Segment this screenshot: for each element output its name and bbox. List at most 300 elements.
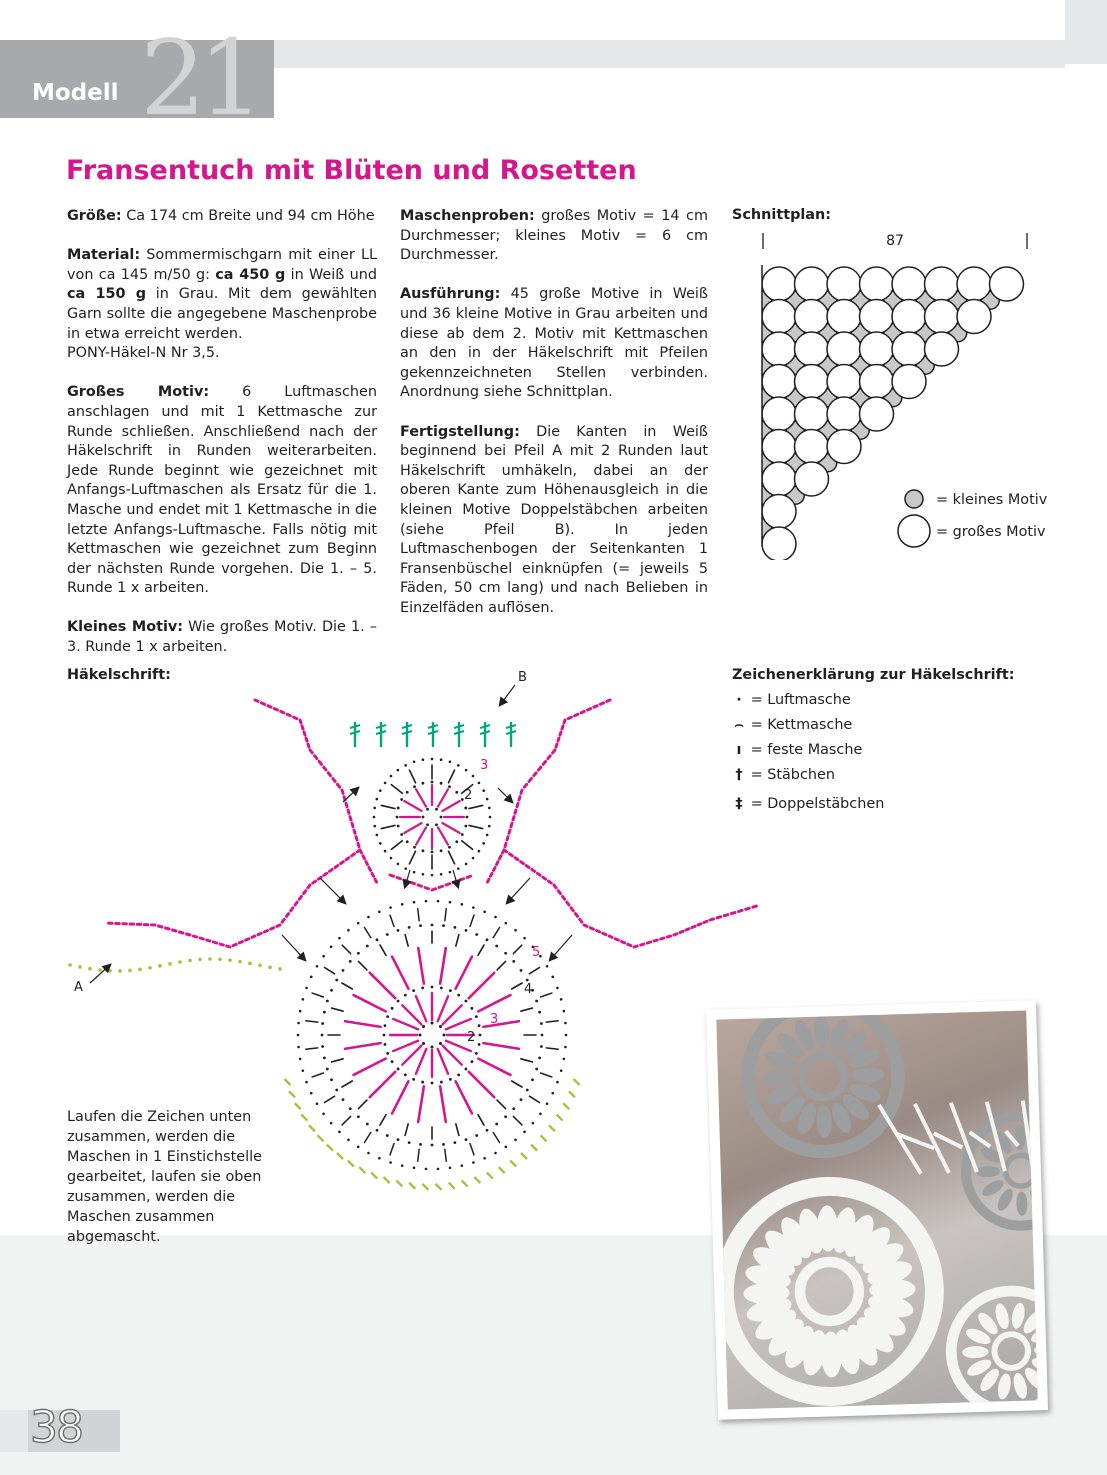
chain-stitch (435, 823, 438, 826)
chain-stitch (546, 965, 549, 968)
join-arrow (453, 870, 458, 887)
chain-stitch (461, 833, 464, 836)
chain-stitch (391, 1007, 394, 1010)
single-crochet-stitch (332, 1008, 344, 1011)
large-motif (860, 267, 894, 301)
single-crochet-stitch (324, 967, 334, 973)
chain-stitch (323, 1056, 326, 1059)
chain-stitch (431, 851, 434, 854)
single-crochet-stitch (342, 945, 350, 953)
large-motif (795, 397, 829, 431)
photo-image (716, 1010, 1037, 1409)
crochet-photo-illustration (716, 1010, 1037, 1409)
crochet-petal (1037, 1176, 1038, 1197)
crochet-petal (1034, 1344, 1038, 1357)
large-motif (762, 495, 796, 529)
single-crochet-stitch (364, 1132, 370, 1142)
edge-stitch (409, 1183, 415, 1189)
chain-stitch (342, 790, 343, 793)
chain-stitch (239, 942, 242, 943)
gauge-text: großes Motiv = 14 cm Durchmesser; kleines Motiv = 6 cm Durchmesser. (400, 208, 708, 264)
treble-crochet-stitch (469, 973, 494, 998)
single-crochet-stitch (380, 945, 386, 955)
chain-stitch (404, 867, 407, 870)
chain-stitch (358, 843, 359, 846)
chain-stitch (440, 873, 443, 876)
edge-stitch (327, 1145, 333, 1151)
chain-stitch (529, 779, 531, 782)
chain-stitch (548, 881, 551, 883)
join-arrow (343, 788, 358, 802)
single-crochet-stitch (513, 1116, 521, 1124)
chain-stitch (488, 825, 491, 828)
chain-stitch (515, 810, 516, 813)
chain-stitch (330, 946, 333, 949)
legend-label: = feste Masche (750, 742, 863, 758)
double-crochet-stitch (443, 1005, 462, 1024)
finishing-text: Die Kanten in Weiß beginnend bei Pfeil A mit 2 Runden laut Häkelschrift umhäkeln, dabei an der oberen Kante zum Höhenausgleich in die kleinen Motive Doppelstäbchen arbeiten (siehe Pfeil B). In jeden Luftmaschenbogen der Seitenkanten 1 Fransenbüschel einknüpfen (= jeweils 5 Fäden, 50 cm lang) und nach Belieben in Einzelfäden auflösen. (400, 423, 708, 616)
chain-stitch (277, 925, 280, 926)
motif-layout (725, 261, 1024, 560)
crochet-petal (1014, 1125, 1026, 1150)
chain-stitch (366, 1123, 369, 1126)
chain-stitch (173, 930, 177, 931)
chain-stitch (400, 833, 403, 836)
double-crochet-stitch (381, 805, 395, 808)
chain-stitch (512, 1107, 515, 1110)
chain-stitch (349, 1107, 352, 1110)
edge-stitch (540, 1135, 546, 1141)
treble-crochet-stitch (478, 995, 510, 1011)
double-crochet-stitch (391, 785, 402, 794)
legend-label: = Kettmasche (750, 717, 853, 733)
edge-stitch (208, 957, 212, 961)
chain-stitch (442, 1143, 445, 1146)
single-crochet-stitch (470, 1144, 474, 1155)
chain-stitch (376, 938, 379, 941)
chain-stitch (641, 944, 644, 945)
join-arrow (498, 788, 512, 802)
edge-stitch (138, 968, 142, 972)
single-crochet-stitch (324, 1096, 334, 1102)
large-motif-round-numbers (467, 945, 540, 1045)
round-number: 3 (490, 1012, 499, 1027)
chain-stitch (261, 703, 264, 704)
chain-stitch (328, 773, 330, 776)
chain-stitch (532, 1122, 535, 1125)
treble-crochet-stitch (456, 957, 472, 989)
chain-stitch (258, 933, 261, 934)
chain-stitch (357, 952, 360, 955)
large-motif (827, 300, 861, 334)
treble-crochet-stitch (483, 1043, 519, 1049)
chain-stitch (520, 969, 523, 972)
chain-stitch (551, 1092, 554, 1095)
chain-stitch (466, 816, 469, 819)
chain-stitch (674, 934, 677, 935)
single-crochet-stitch (342, 1081, 352, 1087)
chain-stitch (335, 866, 338, 868)
chain-stitch (556, 987, 559, 990)
single-crochet-stitch (521, 1059, 533, 1062)
chain-stitch (422, 873, 425, 876)
chain-stitch (478, 850, 481, 853)
chain-stitch (330, 989, 333, 992)
chain-stitch (478, 1024, 481, 1027)
hook-text: PONY-Häkel-N Nr 3,5. (67, 345, 220, 362)
chain-stitch (541, 1034, 544, 1037)
chain-stitch (426, 823, 429, 826)
large-motif (925, 332, 959, 366)
chain-stitch (166, 928, 170, 929)
chain-stitch (308, 885, 310, 888)
treble-crochet-stitch (418, 948, 424, 984)
chain-stitch (563, 1010, 566, 1013)
chain-stitch (475, 1052, 478, 1055)
chain-stitch (575, 914, 577, 917)
chain-stitch (504, 952, 507, 955)
chain-stitch (475, 1015, 478, 1018)
chain-stitch (564, 720, 565, 723)
round-number: 5 (532, 945, 541, 960)
arrow-a-label: A (74, 980, 83, 995)
chain-stitch (523, 1131, 526, 1134)
edge-stitch (309, 1125, 315, 1131)
chain-stitch (300, 720, 301, 723)
chain-stitch (556, 744, 557, 747)
large-motif (762, 397, 796, 431)
chain-stitch (431, 1082, 434, 1085)
chain-stitch (384, 1024, 387, 1027)
chain-stitch (396, 816, 399, 819)
chain-stitch (264, 931, 267, 932)
chain-stitch (384, 782, 387, 785)
chain-stitch (543, 877, 546, 879)
single-crochet-stitch (529, 967, 539, 973)
chain-stitch (504, 850, 507, 852)
material-text: Sommermischgarn mit einer LL von ca 145 m/50 g: (67, 247, 377, 283)
chain-stitch (406, 840, 409, 843)
single-crochet-stitch (512, 983, 522, 989)
single-crochet-stitch (456, 935, 459, 947)
edge-stitch (449, 1183, 455, 1189)
treble-crochet-stitch (478, 1059, 510, 1075)
single-crochet-stitch (497, 1100, 505, 1108)
crochet-petal (761, 1070, 794, 1086)
chain-stitch (556, 1081, 559, 1084)
single-crochet-stitch (497, 961, 505, 969)
chain-stitch (330, 1078, 333, 1081)
chain-stitch (603, 933, 606, 934)
chain-stitch (302, 726, 303, 729)
chain-stitch (431, 758, 434, 761)
chain-stitch (357, 1115, 360, 1118)
chain-stitch (523, 937, 526, 940)
chain-stitch (255, 700, 258, 701)
large-motif (892, 300, 926, 334)
chain-stitch (431, 986, 434, 989)
large-motif (827, 397, 861, 431)
crochet-center (1005, 1155, 1037, 1187)
chain-stitch (540, 1022, 543, 1025)
chain-stitch (227, 946, 230, 947)
chain-stitch (500, 856, 502, 859)
chain-stitch (478, 1043, 481, 1046)
large-motif-label: Großes Motiv: (67, 384, 210, 401)
double-crochet-stitch (409, 770, 415, 783)
chain-stitch (310, 976, 313, 979)
chain-stitch (440, 987, 443, 990)
chain-stitch (431, 781, 434, 784)
chain-stitch (551, 976, 554, 979)
edge-stitch (348, 1161, 354, 1167)
chain-stitch (299, 1058, 302, 1061)
chain-stitch (425, 900, 428, 903)
single-crochet-stitch (456, 1124, 459, 1136)
chain-stitch (422, 782, 425, 785)
double-crochet-stitch (416, 996, 426, 1021)
single-crochet-stitch (418, 909, 419, 921)
chain-stitch (449, 761, 452, 764)
chain-stitch (546, 1102, 549, 1105)
chain-stitch (321, 1022, 324, 1025)
chain-stitch (386, 1134, 389, 1137)
page-number-bar (0, 1410, 28, 1452)
edge-stitch (168, 962, 172, 966)
chain-stitch (457, 1074, 460, 1077)
single-crochet-stitch (521, 1008, 533, 1011)
size-paragraph (67, 207, 377, 227)
gauge-paragraph (400, 207, 708, 266)
chain-stitch (440, 849, 443, 852)
chain-stitch (326, 1068, 329, 1071)
product-photo (706, 1000, 1048, 1420)
chain-stitch (413, 871, 416, 874)
chain-stitch (465, 1068, 468, 1071)
large-motif (860, 332, 894, 366)
chain-stitch (404, 994, 407, 997)
chain-stitch (457, 994, 460, 997)
chain-stitch (548, 756, 550, 759)
chain-stitch (389, 906, 392, 909)
chain-stitch (306, 738, 307, 741)
large-motif (827, 365, 861, 399)
chain-stitch (717, 917, 721, 918)
double-crochet-stitch (404, 801, 421, 811)
chain-stitch (187, 934, 191, 935)
chain-stitch (316, 965, 319, 968)
chain-stitch (524, 784, 526, 787)
chain-stitch (431, 1022, 434, 1025)
large-motif (892, 332, 926, 366)
chain-stitch (622, 942, 625, 943)
edge-stitch (258, 964, 262, 968)
chain-stitch (560, 732, 561, 735)
double-crochet-stitch (462, 841, 473, 850)
slip-stitch-icon: ⌢ (734, 717, 744, 733)
chain-stitch (379, 842, 382, 845)
chain-stitch (323, 1011, 326, 1014)
chain-stitch (607, 700, 610, 701)
chain-stitch (535, 1000, 538, 1003)
chain-stitch (526, 866, 529, 868)
chain-stitch (539, 1112, 542, 1115)
chain-stitch (322, 1112, 325, 1115)
chain-stitch (692, 926, 695, 927)
double-crochet-stitch (393, 1019, 418, 1029)
chain-stitch (440, 758, 443, 761)
chain-stitch (422, 1042, 425, 1045)
chain-stitch (509, 830, 510, 833)
chain-stitch (539, 767, 541, 770)
large-motif-legend-label: = großes Motiv (936, 524, 1046, 540)
chain-stitch (449, 1166, 452, 1169)
chain-stitch (335, 1089, 338, 1092)
crochet-petal (1036, 1142, 1038, 1164)
chain-stitch (378, 910, 381, 913)
chain-stitch (419, 1143, 422, 1146)
edge-stitch (108, 969, 112, 973)
double-crochet-stitch (438, 827, 448, 844)
instructions-column-2 (400, 207, 708, 638)
crochet-chain (934, 1132, 962, 1148)
chain-stitch (437, 1168, 440, 1171)
round-number: 2 (464, 788, 473, 803)
chain-stitch (356, 837, 357, 840)
chain-stitch (299, 1010, 302, 1013)
legend-item-double (732, 767, 835, 783)
chain-stitch (287, 714, 290, 715)
chain-stitch (308, 744, 309, 747)
double-crochet-stitch (446, 1019, 471, 1029)
chain-stitch (449, 989, 452, 992)
join-arrows (90, 685, 572, 983)
chain-stitch (431, 1046, 434, 1049)
round-number: 2 (467, 1030, 476, 1045)
single-crochet-stitch (358, 961, 366, 969)
chain-stitch (519, 797, 520, 800)
chain-stitch (379, 789, 382, 792)
chain-stitch (661, 938, 664, 939)
double-crochet-stitch (393, 1041, 418, 1051)
chain-stitch (304, 732, 305, 735)
crochet-petal (996, 1372, 1013, 1400)
double-crochet-stitch (381, 825, 395, 828)
chain-stitch (698, 924, 701, 925)
edge-stitch (88, 967, 92, 971)
chain-stitch (431, 1144, 434, 1147)
single-crochet-stitch (546, 1048, 558, 1049)
material-paragraph (67, 246, 377, 364)
single-crochet-stitch (380, 1115, 386, 1125)
single-crochet-stitch (364, 927, 370, 937)
size-text: Ca 174 cm Breite und 94 cm Höhe (121, 208, 375, 224)
round-number: 3 (480, 758, 489, 773)
chain-stitch (558, 891, 560, 894)
chain-stitch (397, 878, 401, 879)
chain-stitch (400, 798, 403, 801)
chain-stitch (563, 1058, 566, 1061)
edge-stitch (318, 1135, 324, 1141)
large-motif (762, 462, 796, 496)
edge-stitch (228, 958, 232, 962)
chain-stitch (384, 1043, 387, 1046)
chain-stitch (446, 884, 450, 885)
chain-stitch (366, 862, 368, 865)
chain-stitch (753, 906, 757, 907)
small-motif-text: Wie großes Motiv. Die 1. – 3. Runde 1 x arbeiten. (67, 619, 377, 656)
legend-item-single (732, 742, 862, 758)
large-motif (762, 365, 796, 399)
edge-stitch (158, 964, 162, 968)
chain-stitch (373, 825, 376, 828)
chain-stitch (207, 940, 210, 941)
chain-stitch (457, 867, 460, 870)
chain-stitch (520, 1098, 523, 1101)
chain-stitch (543, 761, 545, 764)
chain-stitch (571, 908, 573, 911)
chain-stitch (297, 1034, 300, 1037)
chain-stitch (580, 919, 582, 922)
chain-stitch (408, 1141, 411, 1144)
chain-stitch (375, 879, 377, 882)
single-crochet-stitch (470, 915, 474, 926)
chain-stitch (465, 769, 468, 772)
chain-stitch (667, 936, 670, 937)
join-arrow (405, 870, 410, 887)
legend-item-chain (732, 692, 851, 708)
chain-stitch (494, 916, 497, 919)
treble-crochet-stitch (392, 1081, 408, 1113)
chain-stitch (472, 1161, 475, 1164)
chain-stitch (478, 782, 481, 785)
large-motif (860, 300, 894, 334)
single-crochet-stitch (405, 1124, 408, 1136)
chain-stitch (319, 761, 321, 764)
chain-stitch (453, 926, 456, 929)
chain-stitch (305, 987, 308, 990)
chain-stitch (510, 854, 513, 856)
chain-stitch (390, 857, 393, 860)
chain-stitch (412, 1078, 415, 1081)
double-crochet-stitch (402, 1046, 421, 1065)
chain-stitch (297, 1046, 300, 1049)
chain-stitch (297, 1022, 300, 1025)
chain-stitch (310, 1092, 313, 1095)
schnittplan-diagram (725, 225, 1055, 560)
chain-stitch (421, 987, 424, 990)
chain-stitch (461, 1164, 464, 1167)
treble-crochet-stitch (440, 948, 446, 984)
edge-stitch (549, 1125, 555, 1131)
chain-stitch (455, 791, 458, 794)
chain-stitch (504, 1115, 507, 1118)
chain-stitch (560, 998, 563, 1001)
legend-item-treble (732, 796, 884, 812)
chain-stitch (376, 834, 379, 837)
chain-stitch (159, 926, 163, 927)
chain-stitch (724, 915, 728, 916)
single-crochet-stitch (478, 1115, 484, 1125)
chain-stitch (397, 929, 400, 932)
finishing-paragraph (400, 423, 708, 619)
finishing-label: Fertigstellung: (400, 423, 520, 440)
chain-stitch (486, 834, 489, 837)
treble-crochet-stitch (440, 1086, 446, 1122)
chain-stitch (346, 858, 349, 860)
crochet-petal (816, 1105, 832, 1138)
chain-stitch (439, 886, 443, 887)
